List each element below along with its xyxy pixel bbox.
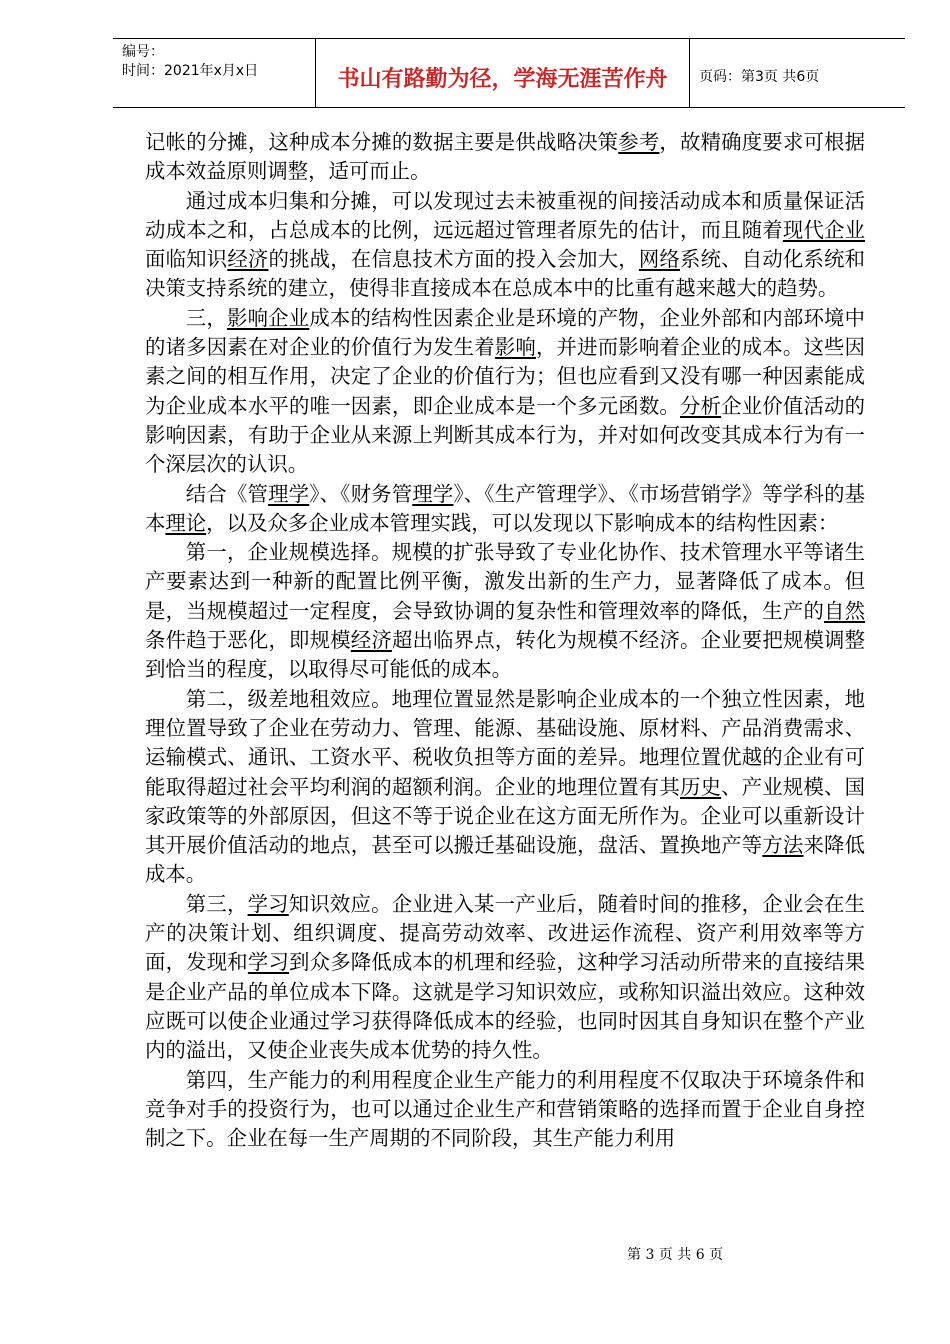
paragraph-text: ，以及众多企业成本管理实践，可以发现以下影响成本的结构性因素： xyxy=(206,510,839,535)
underlined-term: 学习 xyxy=(247,891,289,916)
paragraph-text: 第四，生产能力的利用程度企业生产能力的利用程度不仅取决于环境条件和竞争对手的投资行为，也可以通过企业生产和营销策略的选择而置于企业自身控制之下。企业在每一生产周期的不同阶段，其生产能力利用 xyxy=(145,1067,865,1151)
underlined-term: 网络 xyxy=(638,247,681,272)
underlined-term: 影响 xyxy=(494,335,536,360)
paragraph-text: 知识效应。企业进入某一产业后，随着时间的推移，企业会在生产的决策计划、组织调度、提高劳动效率、改进运作流程、资产利用效率等方面，发现和 xyxy=(145,891,866,975)
body-paragraph xyxy=(145,304,865,480)
body-paragraph xyxy=(145,1066,865,1154)
page-footer: 第 3 页 共 6 页 xyxy=(627,1247,724,1263)
underlined-term: 自然 xyxy=(824,598,865,623)
paragraph-text: 》、《财务管 xyxy=(309,481,413,506)
paragraph-text: 系统、自动化系统和决策支持系统的建立，使得非直接成本在总成本中的比重有越来越大的趋势。 xyxy=(145,247,866,301)
underlined-term: 现代企业 xyxy=(782,217,866,242)
underlined-term: 分析 xyxy=(680,393,722,418)
underlined-term: 经济 xyxy=(227,247,269,272)
body-paragraph xyxy=(145,187,865,304)
paragraph-text: 条件趋于恶化，即规模 xyxy=(145,628,351,653)
paragraph-text: 》、《生产管理学》、《市场营销学》等学科的基本 xyxy=(145,481,866,535)
underlined-term: 方法 xyxy=(762,833,804,858)
paragraph-text: 到众多降低成本的机理和经验，这种学习活动所带来的直接结果是企业产品的单位成本下降。这就是学习知识效应，或称知识溢出效应。这种效应既可以使企业通过学习获得降低成本的经验，也同时因其自身知识在整个产业内的溢出，又使企业丧失成本优势的持久性。 xyxy=(145,950,866,1063)
document-time-label: 时间：2021年x月x日 xyxy=(122,63,259,79)
paragraph-text: 面临知识 xyxy=(145,247,228,272)
underlined-term: 理学 xyxy=(412,481,454,506)
body-paragraph xyxy=(145,685,865,890)
paragraph-text: 第三， xyxy=(185,891,248,916)
paragraph-text: ，并进而影响着企业的成本。这些因素之间的相互作用，决定了企业的价值行为；但也应看到又没有哪一种因素能成为企业成本水平的唯一因素，即企业成本是一个多元函数。 xyxy=(145,335,866,418)
body-paragraph xyxy=(145,538,865,684)
underlined-term: 经济 xyxy=(350,628,392,653)
paragraph-text: 成本的结构性因素企业是环境的产物，企业外部和内部环境中的诸多因素在对企业的价值行为发生着 xyxy=(145,305,866,360)
paragraph-text: 记帐的分摊，这种成本分摊的数据主要是供战略决策 xyxy=(145,130,619,154)
document-number-label: 编号： xyxy=(122,44,164,60)
body-paragraph xyxy=(145,890,865,1066)
document-body xyxy=(145,128,865,1153)
underlined-term: 理学 xyxy=(268,481,310,506)
header-page-cell xyxy=(690,39,905,107)
header-motto-cell xyxy=(316,39,690,107)
paragraph-text: 第一，企业规模选择。规模的扩张导致了专业化协作、技术管理水平等诸生产要素达到一种新的配置比例平衡，激发出新的生产力，显著降低了成本。但是，当规模超过一定程度，会导致协调的复杂性和管理效率的降低，生产的 xyxy=(145,540,865,623)
paragraph-text: 的挑战，在信息技术方面的投入会加大， xyxy=(268,247,639,272)
body-paragraph xyxy=(145,128,865,187)
underlined-term: 影响企业 xyxy=(226,305,310,330)
header-page-info: 页码：第3页 共6页 xyxy=(699,69,820,85)
header-table xyxy=(113,38,905,108)
paragraph-text: 、产业规模、国家政策等的外部原因，但这不等于说企业在这方面无所作为。企业可以重新设计其开展价值活动的地点，甚至可以搬迁基础设施，盘活、置换地产等 xyxy=(145,774,866,858)
paragraph-text: 第二，级差地租效应。地理位置显然是影响企业成本的一个独立性因素，地理位置导致了企业在劳动力、管理、能源、基础设施、原材料、产品消费需求、运输模式、通讯、工资水平、税收负担等方面的差异。地理位置优越的企业有可能取得超过社会平均利润的超额利润。企业的地理位置有其 xyxy=(145,686,865,799)
underlined-term: 理论 xyxy=(165,510,207,535)
underlined-term: 历史 xyxy=(680,774,722,799)
underlined-term: 学习 xyxy=(247,950,290,975)
paragraph-text: 结合《管 xyxy=(185,481,269,506)
paragraph-text: ，故精确度要求可根据成本效益原则调整，适可而止。 xyxy=(145,130,866,184)
body-paragraph xyxy=(145,480,865,539)
paragraph-text: 超出临界点，转化为规模不经济。企业要把规模调整到恰当的程度，以取得尽可能低的成本。 xyxy=(145,628,866,682)
header-meta-cell xyxy=(113,39,316,107)
paragraph-text: 企业价值活动的影响因素，有助于企业从来源上判断其成本行为，并对如何改变其成本行为有一个深层次的认识。 xyxy=(145,393,866,477)
underlined-term: 参考 xyxy=(618,130,660,154)
paragraph-text: 来降低成本。 xyxy=(145,833,866,887)
header-motto: 书山有路勤为径，学海无涯苦作舟 xyxy=(337,65,668,92)
paragraph-text: 通过成本归集和分摊，可以发现过去未被重视的间接活动成本和质量保证活动成本之和，占总成本的比例，远远超过管理者原先的估计，而且随着 xyxy=(145,188,865,242)
paragraph-text: 三， xyxy=(185,305,227,330)
